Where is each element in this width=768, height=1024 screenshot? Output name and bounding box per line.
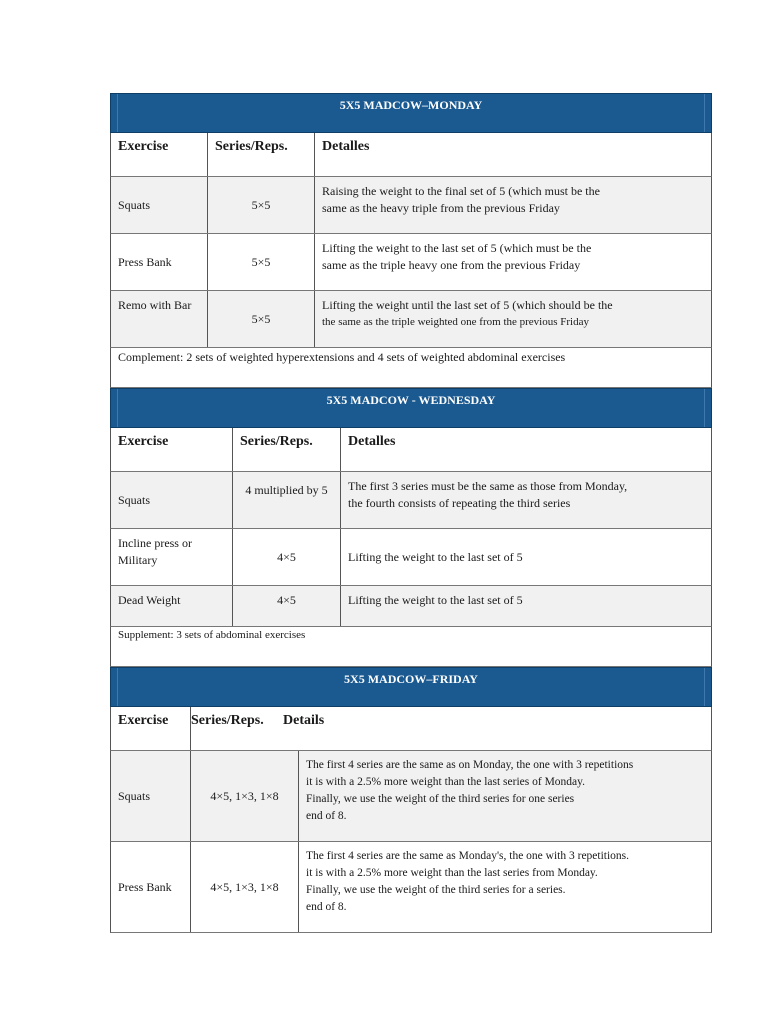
details-cell bbox=[340, 472, 711, 528]
exercise-cell: Press Bank bbox=[118, 254, 172, 269]
workout-document bbox=[110, 93, 712, 933]
exercise-cell: Remo with Bar bbox=[118, 298, 192, 312]
details-line: it is with a 2.5% more weight than the last series of Monday. bbox=[306, 776, 586, 788]
table-row bbox=[110, 177, 712, 234]
column-header-reps: Series/Reps. bbox=[207, 133, 314, 176]
details-line: Finally, we use the weight of the third series for a series. bbox=[306, 884, 566, 896]
details-cell bbox=[298, 751, 711, 841]
details-line: The first 4 series are the same as Monday's, the one with 3 repetitions. bbox=[306, 850, 630, 862]
table-row bbox=[110, 234, 712, 291]
details-line: it is with a 2.5% more weight than the last series from Monday. bbox=[306, 867, 598, 879]
details-cell bbox=[314, 291, 711, 347]
table-row bbox=[110, 529, 712, 586]
exercise-cell: Squats bbox=[118, 788, 151, 803]
column-header-details: Details bbox=[283, 713, 325, 728]
exercise-cell: Dead Weight bbox=[118, 593, 181, 607]
section-note: Supplement: 3 sets of abdominal exercises bbox=[110, 627, 712, 667]
reps-cell: 5×5 bbox=[207, 234, 314, 290]
table-row bbox=[110, 472, 712, 529]
table-row bbox=[110, 751, 712, 842]
exercise-cell: Squats bbox=[118, 197, 151, 212]
table-header bbox=[110, 428, 712, 472]
details-line: The first 4 series are the same as on Monday, the one with 3 repetitions bbox=[306, 759, 634, 771]
exercise-cell: Press Bank bbox=[118, 879, 172, 894]
column-header-exercise: Exercise bbox=[118, 434, 169, 449]
column-header-exercise: Exercise bbox=[118, 139, 169, 154]
table-header bbox=[110, 133, 712, 177]
table-row bbox=[110, 842, 712, 933]
exercise-cell: Squats bbox=[118, 492, 151, 507]
details-line: the fourth consists of repeating the third series bbox=[348, 496, 571, 510]
section-note: Complement: 2 sets of weighted hyperextensions and 4 sets of weighted abdominal exercises bbox=[110, 348, 712, 388]
reps-cell: 4×5, 1×3, 1×8 bbox=[190, 842, 298, 932]
details-cell bbox=[314, 177, 711, 233]
column-header-details: Detalles bbox=[340, 428, 711, 471]
table-row bbox=[110, 586, 712, 627]
details-cell bbox=[298, 842, 711, 932]
details-line: Lifting the weight until the last set of 5 (which should be the bbox=[322, 298, 613, 312]
details-line: same as the heavy triple from the previous Friday bbox=[322, 201, 560, 215]
reps-cell: 5×5 bbox=[207, 291, 314, 347]
exercise-cell: Incline press or Military bbox=[118, 536, 192, 567]
details-line: Finally, we use the weight of the third series for one series bbox=[306, 793, 575, 805]
details-line: end of 8. bbox=[306, 901, 347, 913]
details-line: Lifting the weight to the last set of 5 (which must be the bbox=[322, 241, 592, 255]
section-title-wednesday: 5X5 MADCOW - WEDNESDAY bbox=[110, 388, 712, 428]
reps-cell: 4×5 bbox=[232, 529, 340, 585]
details-cell bbox=[314, 234, 711, 290]
section-title-monday: 5X5 MADCOW–MONDAY bbox=[110, 93, 712, 133]
reps-cell: 4 multiplied by 5 bbox=[232, 472, 340, 528]
details-line: the same as the triple weighted one from the previous Friday bbox=[322, 316, 589, 328]
table-row bbox=[110, 291, 712, 348]
details-line: The first 3 series must be the same as those from Monday, bbox=[348, 479, 628, 493]
details-line: same as the triple heavy one from the previous Friday bbox=[322, 258, 581, 272]
table-header bbox=[110, 707, 712, 751]
column-header-reps: Series/Reps. bbox=[190, 707, 298, 750]
column-header-exercise: Exercise bbox=[118, 713, 169, 728]
section-title-friday: 5X5 MADCOW–FRIDAY bbox=[110, 667, 712, 707]
column-header-details: Detalles bbox=[314, 133, 711, 176]
reps-cell: 4×5 bbox=[232, 586, 340, 626]
reps-cell: 5×5 bbox=[207, 177, 314, 233]
details-line: Raising the weight to the final set of 5 (which must be the bbox=[322, 184, 600, 198]
reps-cell: 4×5, 1×3, 1×8 bbox=[190, 751, 298, 841]
details-cell: Lifting the weight to the last set of 5 bbox=[340, 586, 711, 626]
details-line: end of 8. bbox=[306, 810, 347, 822]
details-cell: Lifting the weight to the last set of 5 bbox=[340, 529, 711, 585]
column-header-reps: Series/Reps. bbox=[232, 428, 340, 471]
